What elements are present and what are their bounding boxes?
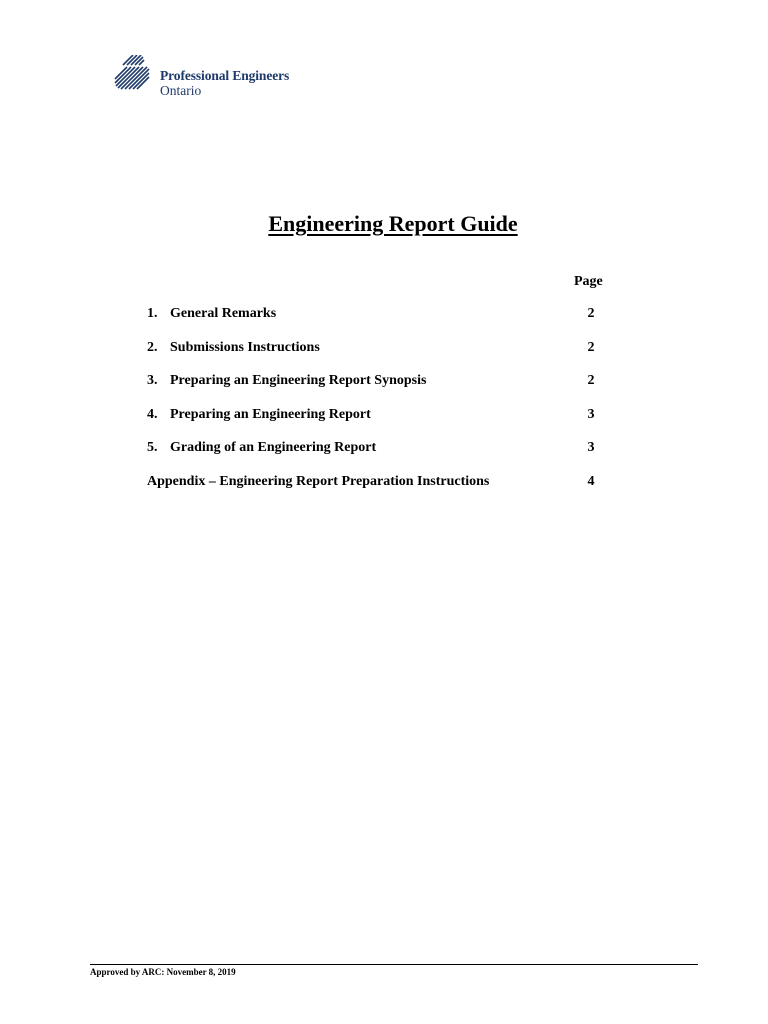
- toc-item-number: 4.: [147, 406, 158, 422]
- toc-appendix-label: Appendix – Engineering Report Preparation Instructions: [147, 473, 490, 489]
- document-title: Engineering Report Guide: [268, 211, 518, 236]
- toc-item-page: 2: [587, 339, 595, 355]
- logo-name-line1: Professional Engineers: [160, 68, 290, 83]
- toc-item-label: General Remarks: [170, 306, 277, 321]
- toc-item[interactable]: [147, 373, 607, 407]
- toc-item[interactable]: [147, 306, 607, 340]
- toc-item-label: Grading of an Engineering Report: [170, 440, 377, 455]
- footer-divider: [90, 964, 698, 965]
- toc-item-label: Preparing an Engineering Report Synopsis: [170, 373, 427, 388]
- toc-item-number: 1.: [147, 306, 158, 321]
- table-of-contents: [147, 306, 607, 507]
- toc-item[interactable]: [147, 340, 607, 374]
- toc-item-label: Preparing an Engineering Report: [170, 406, 371, 422]
- toc-appendix-page: 4: [587, 473, 595, 489]
- footer-approval-note: Approved by ARC: November 8, 2019: [90, 967, 236, 977]
- toc-item-number: 2.: [147, 339, 158, 355]
- toc-item-number: 3.: [147, 373, 158, 388]
- toc-item-page: 2: [587, 373, 595, 388]
- toc-item-page: 3: [587, 440, 595, 455]
- toc-item[interactable]: [147, 407, 607, 441]
- peo-logo: [113, 55, 293, 103]
- toc-item[interactable]: [147, 440, 607, 474]
- toc-item-page: 3: [587, 406, 595, 422]
- toc-appendix[interactable]: [147, 474, 607, 508]
- toc-item-number: 5.: [147, 440, 158, 455]
- logo-name-line2: Ontario: [160, 83, 202, 98]
- toc-item-label: Submissions Instructions: [170, 339, 320, 355]
- toc-item-page: 2: [587, 306, 595, 321]
- peo-logo-mark-icon: [113, 55, 157, 99]
- toc-page-header: Page: [574, 274, 603, 289]
